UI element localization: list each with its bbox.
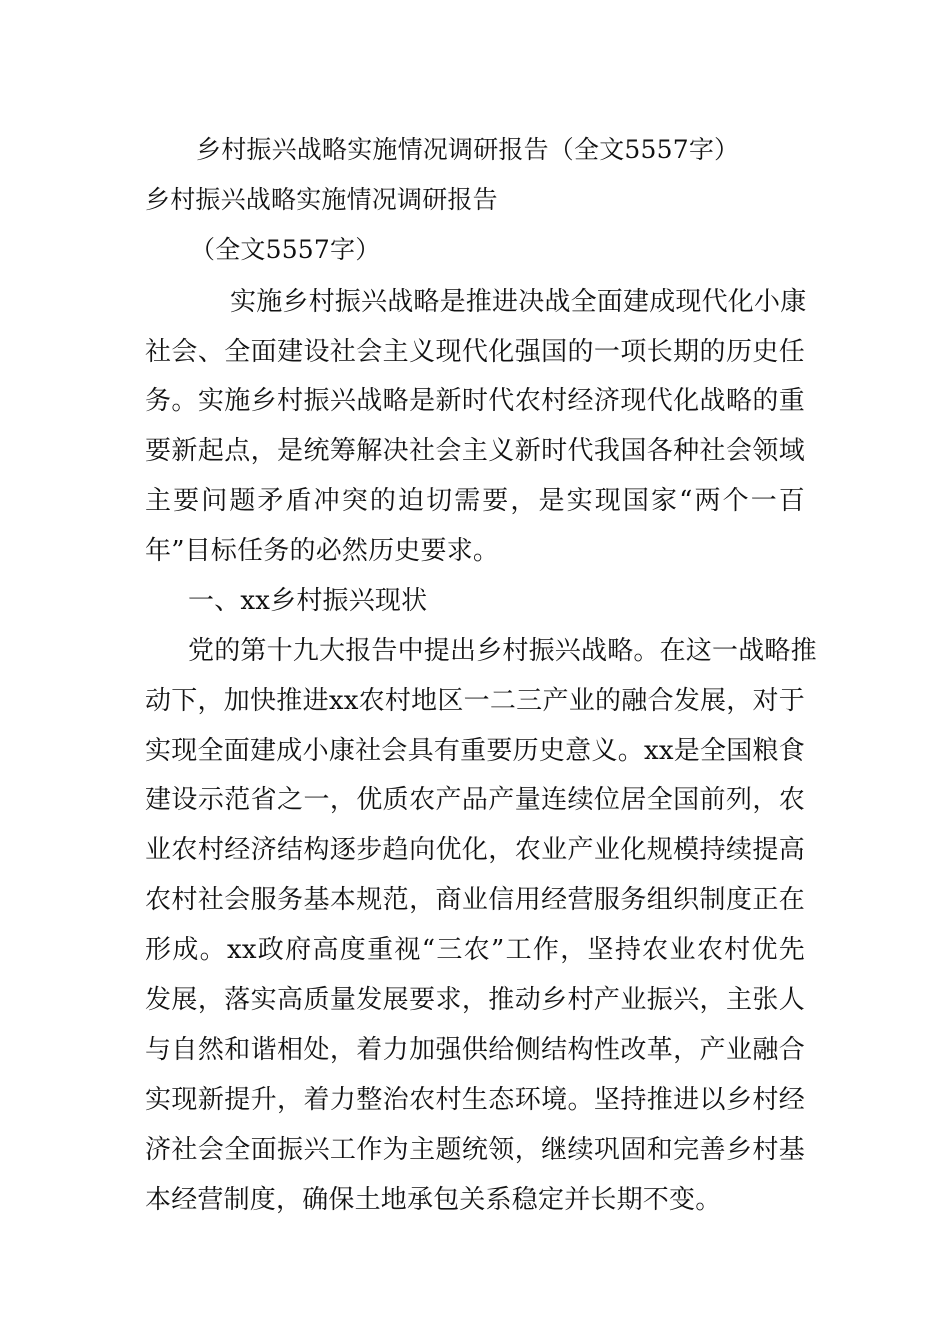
section-paragraph-line: 实现全面建成小康社会具有重要历史意义。xx是全国粮食	[145, 736, 805, 766]
document-subtitle: 乡村振兴战略实施情况调研报告	[145, 185, 498, 214]
section-paragraph-line: 业农村经济结构逐步趋向优化，农业产业化规模持续提高	[145, 835, 805, 865]
section-paragraph-line: 济社会全面振兴工作为主题统领，继续巩固和完善乡村基	[145, 1135, 805, 1165]
section-paragraph-line: 本经营制度，确保土地承包关系稳定并长期不变。	[145, 1185, 722, 1215]
section-paragraph-line: 建设示范省之一，优质农产品产量连续位居全国前列，农	[145, 785, 805, 815]
intro-paragraph-line: 实施乡村振兴战略是推进决战全面建成现代化小康	[230, 287, 807, 317]
section-paragraph-line: 农村社会服务基本规范，商业信用经营服务组织制度正在	[145, 885, 805, 915]
intro-paragraph-line: 主要问题矛盾冲突的迫切需要，是实现国家“两个一百	[145, 486, 805, 516]
word-count: （全文5557字）	[190, 235, 381, 264]
section-paragraph-line: 形成。xx政府高度重视“三农”工作，坚持农业农村优先	[145, 935, 805, 965]
document-title: 乡村振兴战略实施情况调研报告（全文5557字）	[196, 135, 740, 164]
intro-paragraph-line: 务。实施乡村振兴战略是新时代农村经济现代化战略的重	[145, 386, 805, 416]
intro-paragraph-line: 年”目标任务的必然历史要求。	[145, 536, 500, 566]
section-paragraph-line: 党的第十九大报告中提出乡村振兴战略。在这一战略推	[188, 636, 817, 666]
section-paragraph-line: 与自然和谐相处，着力加强供给侧结构性改革，产业融合	[145, 1035, 805, 1065]
section-paragraph-line: 实现新提升，着力整治农村生态环境。坚持推进以乡村经	[145, 1085, 805, 1115]
section-heading: 一、xx乡村振兴现状	[188, 586, 428, 616]
intro-paragraph-line: 社会、全面建设社会主义现代化强国的一项长期的历史任	[145, 337, 805, 367]
intro-paragraph-line: 要新起点，是统筹解决社会主义新时代我国各种社会领域	[145, 436, 805, 466]
section-paragraph-line: 发展，落实高质量发展要求，推动乡村产业振兴，主张人	[145, 985, 805, 1015]
section-paragraph-line: 动下，加快推进xx农村地区一二三产业的融合发展，对于	[145, 686, 805, 716]
